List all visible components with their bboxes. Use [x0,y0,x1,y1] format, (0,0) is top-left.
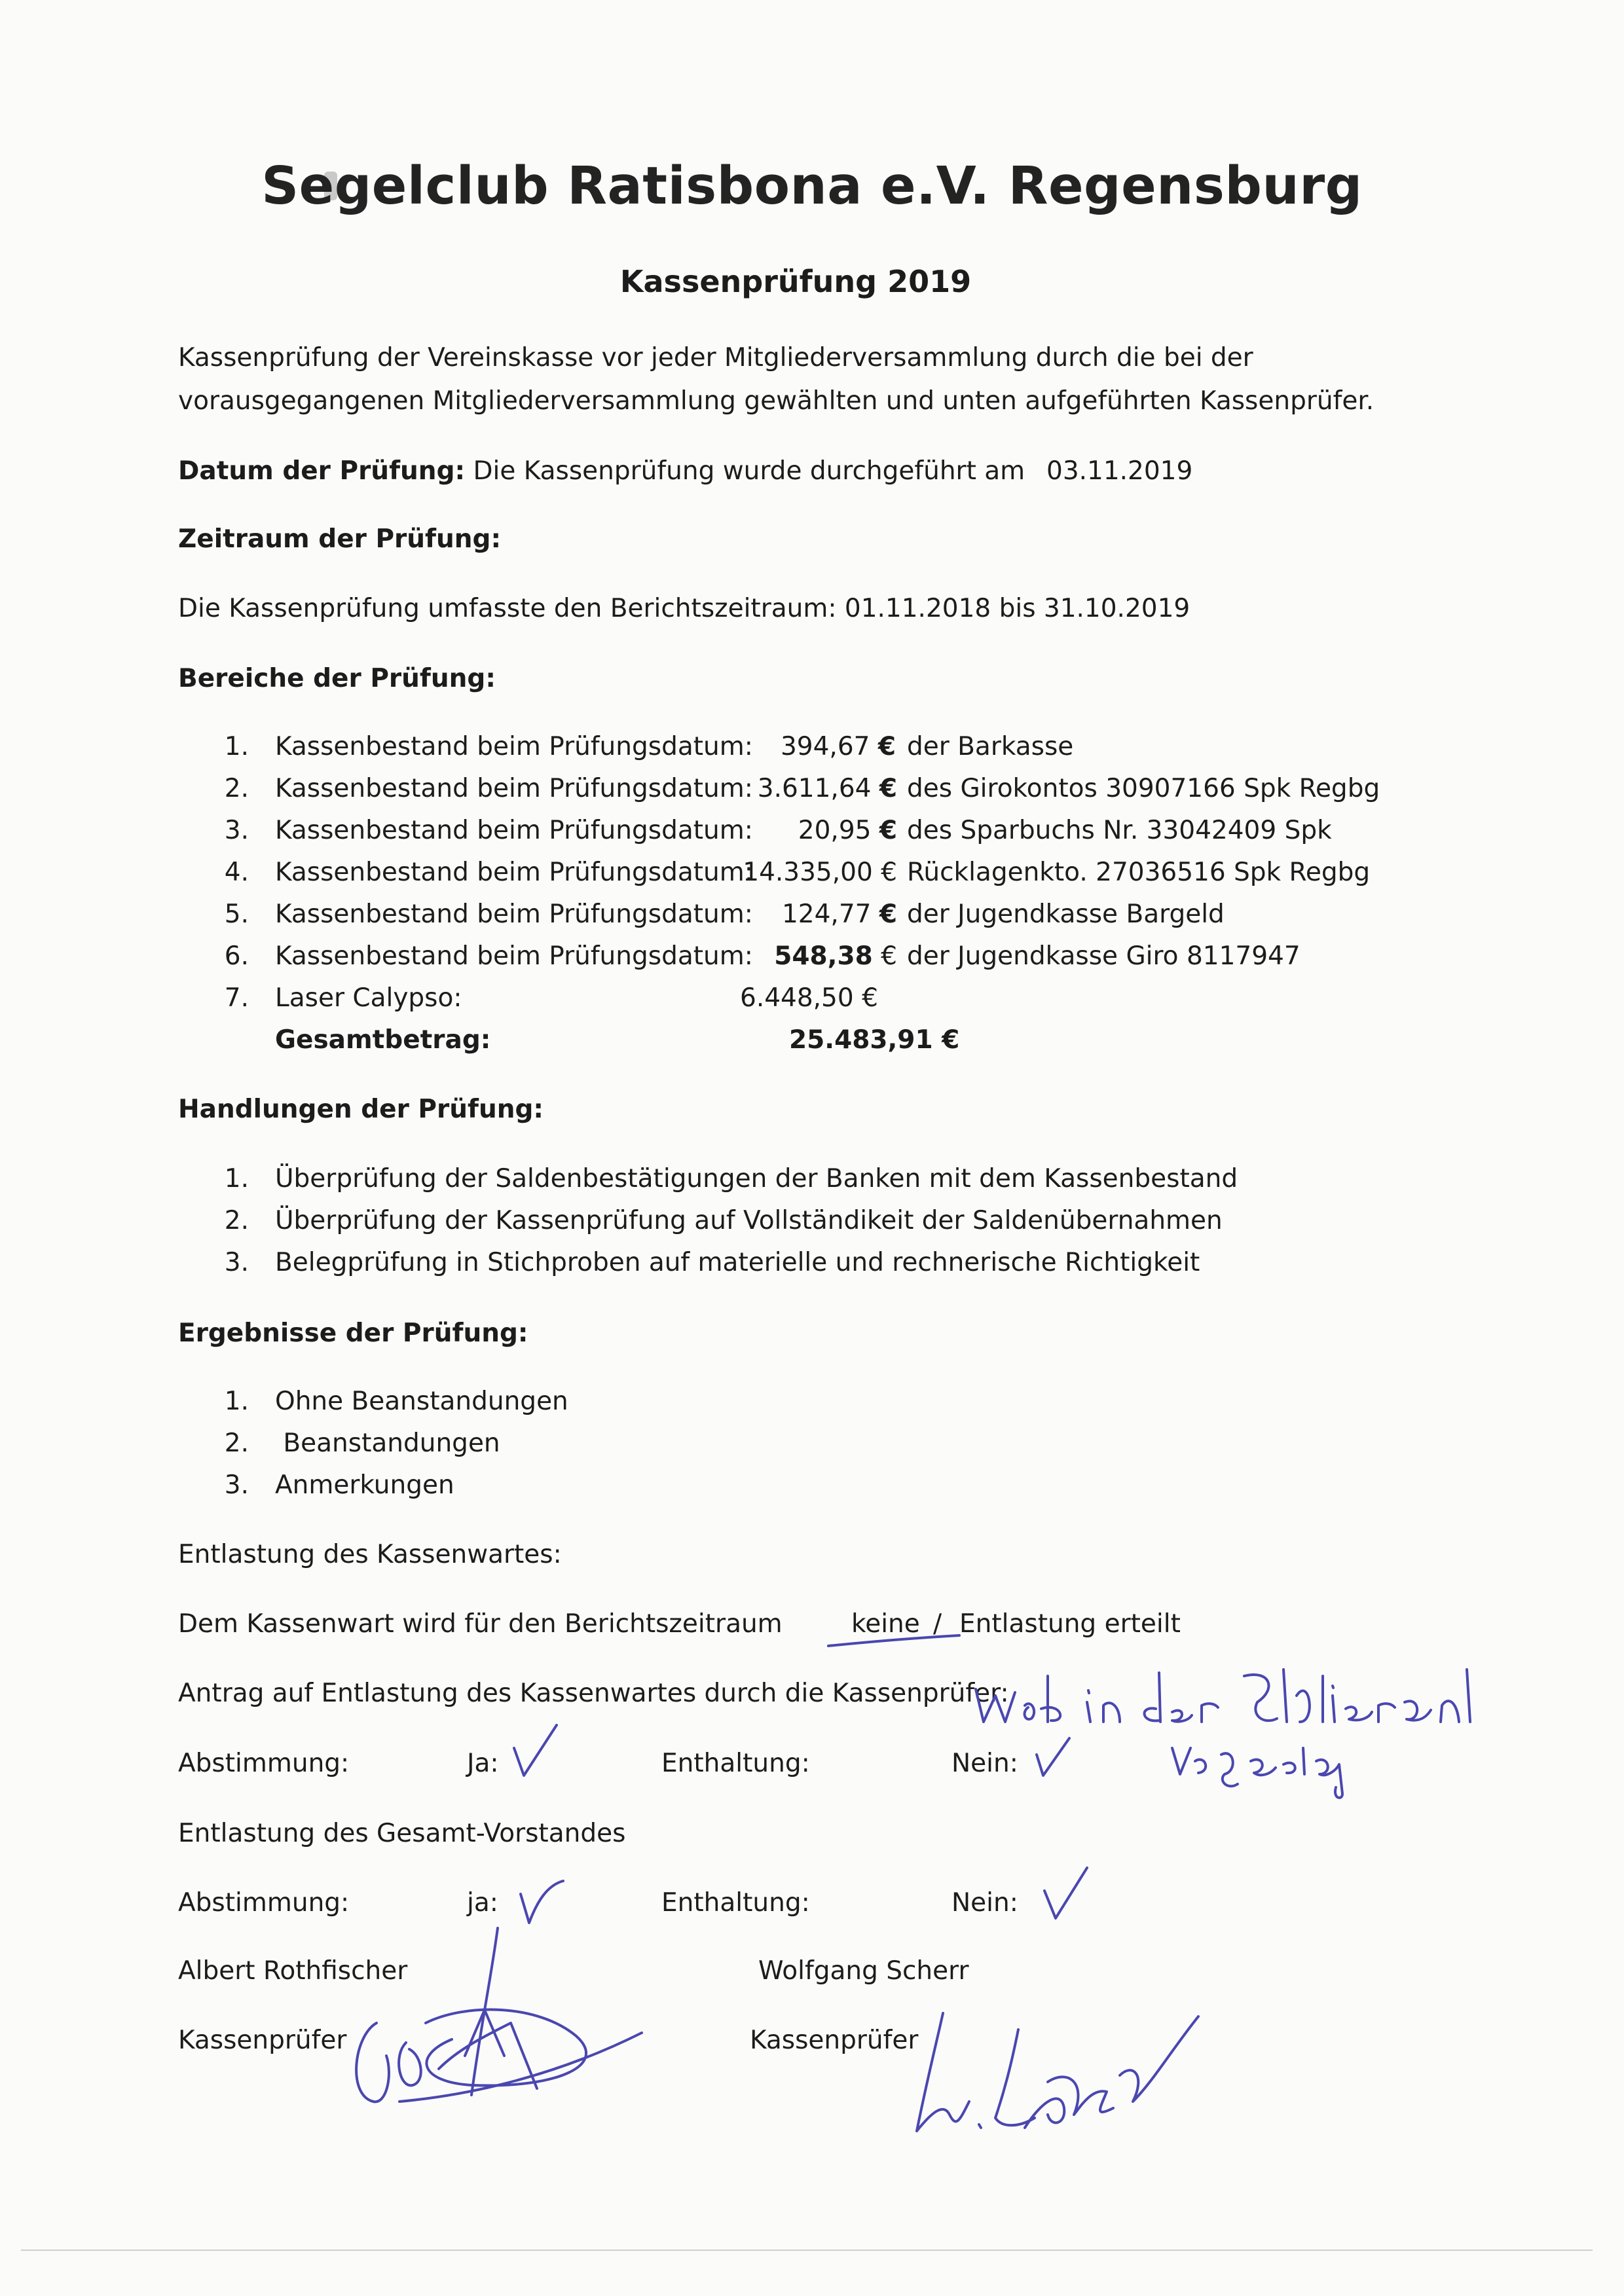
signature-right-name: Wolfgang Scherr [758,1956,969,1986]
checkmark-icon [511,1722,563,1781]
bereich-desc: der Barkasse [907,732,1074,761]
handlung-text: Belegprüfung in Stichproben auf materielle und rechnerische Richtigkeit [275,1248,1200,1277]
signature-right [897,2003,1211,2154]
strikethrough-mark [828,1634,959,1647]
intro-line-1: Kassenprüfung der Vereinskasse vor jeder Mitgliederversammlung durch die bei der [178,343,1253,373]
bereich-desc: des Girokontos 30907166 Spk Regbg [907,774,1380,803]
handlung-text: Überprüfung der Saldenbestätigungen der Banken mit dem Kassenbestand [275,1164,1238,1194]
abstimmung-2-label: Abstimmung: [178,1888,350,1918]
page-bottom-edge [21,2250,1593,2251]
handlung-num: 2. [224,1206,249,1235]
entlastung-struck: keine [851,1609,920,1639]
abstimmung-1-ja: Ja: [467,1749,499,1778]
bereich-num: 6. [224,941,249,971]
bereich-label: Kassenbestand beim Prüfungsdatum: [275,941,753,971]
bereich-amount: 20,95 € [798,816,897,845]
bereich-desc: Rücklagenkto. 27036516 Spk Regbg [907,858,1371,887]
ergebnis-num: 2. [224,1429,249,1458]
checkmark-icon [517,1876,570,1928]
handlung-num: 3. [224,1248,249,1277]
abstimmung-1-nein: Nein: [951,1749,1018,1778]
datum-label: Datum der Prüfung: [178,456,466,486]
checkmark-icon [1033,1735,1079,1781]
handlung-num: 1. [224,1164,249,1194]
entlastung-statement: Dem Kassenwart wird für den Berichtszeitraum [178,1609,783,1639]
bereich-amount: 6.448,50 € [740,983,878,1013]
datum-row [178,456,1025,486]
bereich-desc: der Jugendkasse Bargeld [907,900,1225,929]
signature-right-role: Kassenprüfer [750,2026,919,2055]
abstimmung-2-ja: ja: [467,1888,498,1918]
entlastung-vorstand-heading: Entlastung des Gesamt-Vorstandes [178,1819,626,1848]
signature-left-role: Kassenprüfer [178,2026,347,2055]
bereich-num: 2. [224,774,249,803]
bereich-label: Laser Calypso: [275,983,462,1013]
handlung-text: Überprüfung der Kassenprüfung auf Vollständikeit der Saldenübernahmen [275,1206,1223,1235]
page-title: Segelclub Ratisbona e.V. Regensburg [261,156,1363,216]
datum-text: Die Kassenprüfung wurde durchgeführt am [473,456,1025,486]
total-amount: 25.483,91 € [789,1025,960,1055]
ergebnis-text: Ohne Beanstandungen [275,1387,568,1416]
abstimmung-1-enthaltung: Enthaltung: [661,1749,810,1778]
bereich-num: 3. [224,816,249,845]
ergebnis-num: 3. [224,1470,249,1500]
bereich-desc: der Jugendkasse Giro 8117947 [907,941,1301,971]
bereich-num: 4. [224,858,249,887]
ergebnis-num: 1. [224,1387,249,1416]
total-label: Gesamtbetrag: [275,1025,491,1055]
intro-line-2: vorausgegangenen Mitgliederversammlung gewählten und unten aufgeführten Kassenprüfer. [178,386,1375,416]
bereich-amount: 548,38 € [774,941,897,971]
bereich-num: 1. [224,732,249,761]
zeitraum-text: Die Kassenprüfung umfasste den Berichtszeitraum: 01.11.2018 bis 31.10.2019 [178,594,1190,623]
bereiche-label: Bereiche der Prüfung: [178,664,496,693]
bereich-num: 5. [224,900,249,929]
ergebnis-text: Beanstandungen [275,1429,500,1458]
abstimmung-1-label: Abstimmung: [178,1749,350,1778]
bereich-amount: 3.611,64 € [757,774,897,803]
handlungen-label: Handlungen der Prüfung: [178,1095,544,1124]
page-subtitle: Kassenprüfung 2019 [619,264,972,299]
bereich-label: Kassenbestand beim Prüfungsdatum: [275,816,753,845]
datum-date: 03.11.2019 [1046,456,1193,486]
bereich-label: Kassenbestand beim Prüfungsdatum: [275,858,753,887]
bereich-amount: 124,77 € [781,900,897,929]
signature-left [341,1925,655,2134]
checkmark-icon [1041,1865,1094,1923]
bereich-label: Kassenbestand beim Prüfungsdatum: [275,774,753,803]
bereich-amount: 394,67 € [780,732,896,761]
entlastung-slash: / [933,1609,942,1639]
bereich-label: Kassenbestand beim Prüfungsdatum: [275,732,753,761]
signature-left-name: Albert Rothfischer [178,1956,408,1986]
ergebnis-text: Anmerkungen [275,1470,454,1500]
bereich-desc: des Sparbuchs Nr. 33042409 Spk [907,816,1332,845]
bereich-num: 7. [224,983,249,1013]
entlastung-kassenwart-heading: Entlastung des Kassenwartes: [178,1540,562,1569]
ergebnisse-label: Ergebnisse der Prüfung: [178,1319,528,1348]
zeitraum-label: Zeitraum der Prüfung: [178,524,502,554]
abstimmung-2-enthaltung: Enthaltung: [661,1888,810,1918]
abstimmung-2-nein: Nein: [951,1888,1018,1918]
bereich-label: Kassenbestand beim Prüfungsdatum: [275,900,753,929]
antrag-label: Antrag auf Entlastung des Kassenwartes durch die Kassenprüfer: [178,1679,1009,1708]
bereich-amount: 14.335,00 € [743,858,897,887]
entlastung-result: Entlastung erteilt [959,1609,1181,1639]
